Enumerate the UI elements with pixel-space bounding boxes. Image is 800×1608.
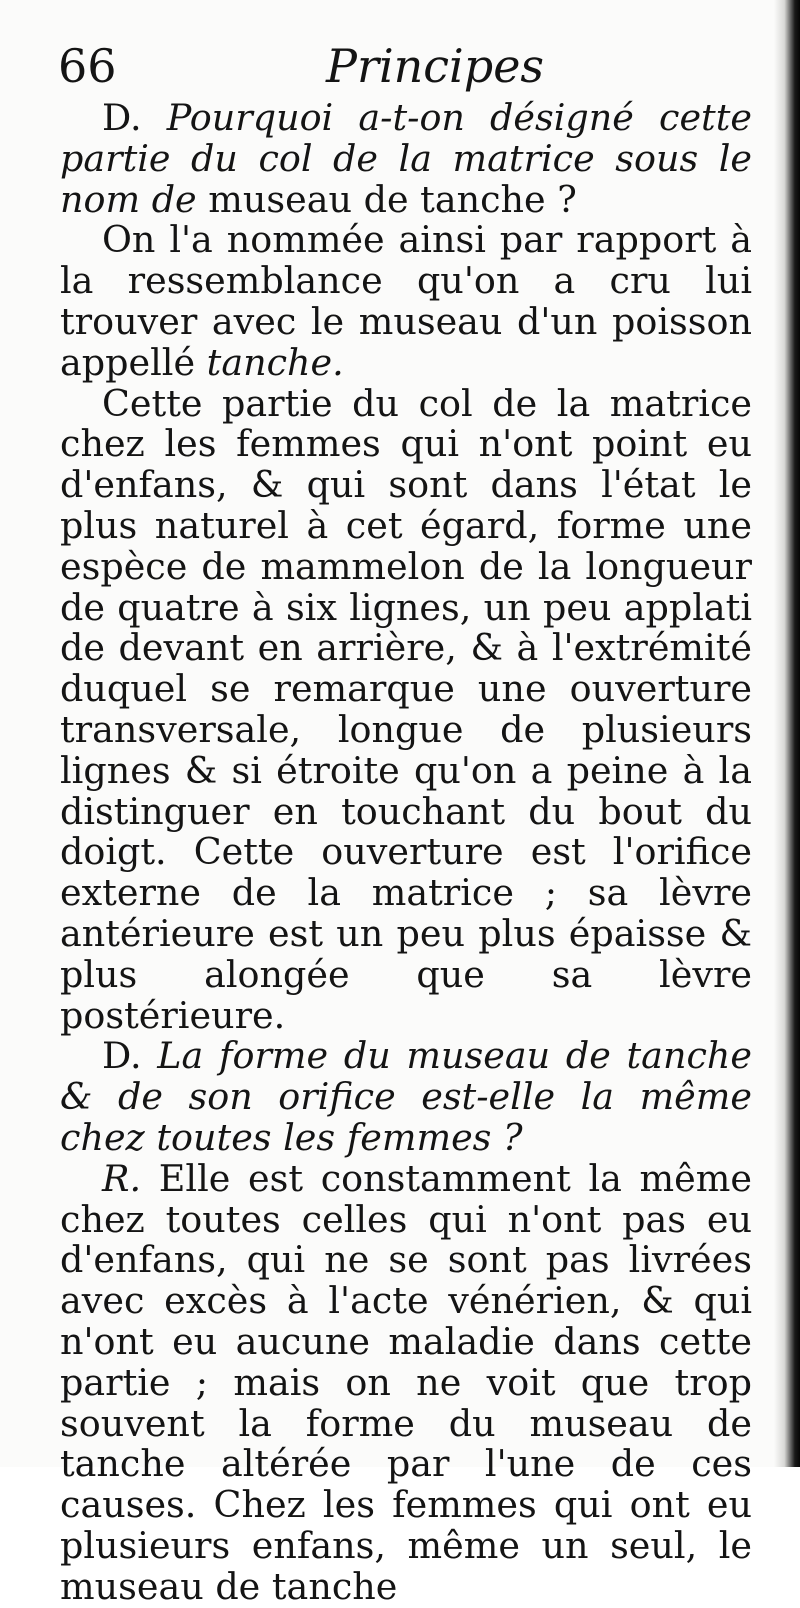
question-marker: D.	[102, 1034, 142, 1078]
question-text-roman: museau de tanche ?	[208, 177, 577, 221]
answer-paragraph-2	[60, 1156, 752, 1608]
page-gutter-shadow	[774, 0, 800, 1467]
page-header	[58, 40, 740, 92]
page-number: 66	[58, 39, 117, 93]
question-text: Pourquoi a-t-on désigné cette partie du col de la matrice sous le nom de	[60, 96, 752, 221]
answer-paragraph-1	[60, 220, 752, 383]
running-head: Principes	[326, 39, 545, 93]
question-paragraph-2	[60, 1036, 752, 1158]
body-text	[60, 98, 752, 1607]
paragraph-2: Cette partie du col de la matrice chez les femmes qui n'ont point eu d'enfans, & qui sont dans l'état le plus naturel à cet égard, forme une espèce de mammelon de la longueur de quatre à six lignes, un peu applati de devant en arrière, & à l'extrémité duquel se remarque une ouverture transversale, longue de plusieurs lignes & si étroite qu'on a peine à la distinguer en touchant du bout du doigt. Cette ouverture est l'orifice externe de la matrice ; sa lèvre antérieure est un peu plus épaisse & plus alongée que sa lèvre postérieure.	[60, 381, 752, 1037]
question-marker: D.	[102, 96, 142, 139]
answer-text: Elle est constamment la même chez toutes celles qui n'ont pas eu d'enfans, qui ne se sont pas livrées avec excès à l'acte vénérien, & qui n'ont eu aucune maladie dans cette partie ; mais on ne voit que trop souvent la forme du museau de tanche altérée par l'une de ces causes. Chez les femmes qui ont eu plusieurs enfans, même un seul, le museau de tanche	[60, 1156, 752, 1608]
answer-text: On l'a nommée ainsi par rapport à la ressemblance qu'on a cru lui trouver avec le museau d'un poisson appellé	[60, 218, 752, 384]
answer-marker: R.	[102, 1156, 142, 1200]
answer-text-italic: tanche.	[206, 340, 344, 384]
question-paragraph-1	[60, 98, 752, 220]
question-text: La forme du museau de tanche & de son orifice est-elle la même chez toutes les femmes ?	[60, 1034, 753, 1159]
